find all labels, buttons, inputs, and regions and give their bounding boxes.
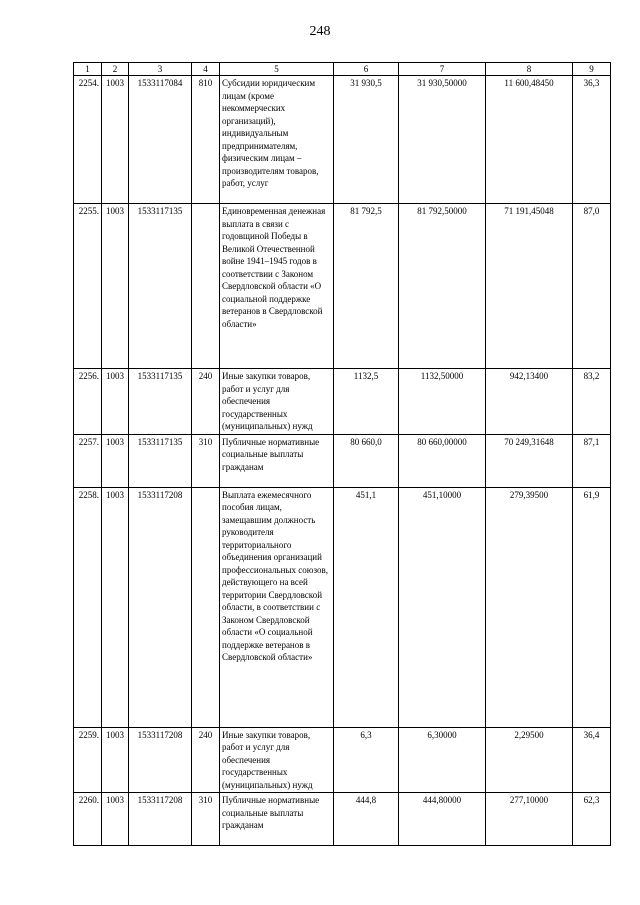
column-header-5: 5 <box>220 63 334 76</box>
row-number-cell: 2259. <box>74 727 102 793</box>
item-name-cell: Единовременная денежная выплата в связи с годовщиной Победы в Великой Отечественной войне 1941–1945 годов в соответствии с Законом Свердловской области «О социальной поддержке ветеранов в Свердловской области» <box>220 204 334 369</box>
expense-type-code-cell: 310 <box>192 434 220 487</box>
section-code-cell: 1003 <box>102 727 129 793</box>
column-header-8: 8 <box>486 63 573 76</box>
expense-type-code-cell: 310 <box>192 793 220 846</box>
header-row <box>74 63 611 76</box>
row-number-cell: 2257. <box>74 434 102 487</box>
expense-type-code-cell <box>192 204 220 369</box>
execution-percent-cell: 87,0 <box>573 204 611 369</box>
column-header-2: 2 <box>102 63 129 76</box>
executed-amount-cell: 11 600,48450 <box>486 76 573 204</box>
item-name-cell: Выплата ежемесячного пособия лицам, замещавшим должность руководителя территориального объединения организаций профессиональных союзов, действующего на всей территории Свердловской области, в соответствии с Законом Свердловской области «О социальной поддержке ветеранов в Свердловской области» <box>220 487 334 727</box>
expense-type-code-cell: 810 <box>192 76 220 204</box>
table-body <box>74 76 611 846</box>
target-article-code-cell: 1533117135 <box>129 434 192 487</box>
row-number-cell: 2260. <box>74 793 102 846</box>
execution-percent-cell: 61,9 <box>573 487 611 727</box>
planned-amount-cell: 31 930,5 <box>334 76 399 204</box>
planned-amount-precise-cell: 1132,50000 <box>399 369 486 435</box>
section-code-cell: 1003 <box>102 76 129 204</box>
expense-type-code-cell <box>192 487 220 727</box>
item-name-cell: Иные закупки товаров, работ и услуг для обеспечения государственных (муниципальных) нужд <box>220 369 334 435</box>
row-number-cell: 2255. <box>74 204 102 369</box>
table-row <box>74 793 611 846</box>
planned-amount-precise-cell: 80 660,00000 <box>399 434 486 487</box>
section-code-cell: 1003 <box>102 204 129 369</box>
section-code-cell: 1003 <box>102 434 129 487</box>
expense-type-code-cell: 240 <box>192 369 220 435</box>
table-row <box>74 204 611 369</box>
executed-amount-cell: 71 191,45048 <box>486 204 573 369</box>
target-article-code-cell: 1533117084 <box>129 76 192 204</box>
target-article-code-cell: 1533117208 <box>129 793 192 846</box>
item-name-cell: Публичные нормативные социальные выплаты гражданам <box>220 793 334 846</box>
executed-amount-cell: 70 249,31648 <box>486 434 573 487</box>
planned-amount-precise-cell: 31 930,50000 <box>399 76 486 204</box>
section-code-cell: 1003 <box>102 793 129 846</box>
execution-percent-cell: 62,3 <box>573 793 611 846</box>
expense-type-code-cell: 240 <box>192 727 220 793</box>
item-name-cell: Иные закупки товаров, работ и услуг для обеспечения государственных (муниципальных) нужд <box>220 727 334 793</box>
column-header-7: 7 <box>399 63 486 76</box>
executed-amount-cell: 277,10000 <box>486 793 573 846</box>
planned-amount-precise-cell: 81 792,50000 <box>399 204 486 369</box>
row-number-cell: 2258. <box>74 487 102 727</box>
planned-amount-precise-cell: 6,30000 <box>399 727 486 793</box>
planned-amount-precise-cell: 451,10000 <box>399 487 486 727</box>
table-row <box>74 727 611 793</box>
column-header-6: 6 <box>334 63 399 76</box>
target-article-code-cell: 1533117135 <box>129 369 192 435</box>
planned-amount-cell: 444,8 <box>334 793 399 846</box>
section-code-cell: 1003 <box>102 487 129 727</box>
column-header-1: 1 <box>74 63 102 76</box>
execution-percent-cell: 87,1 <box>573 434 611 487</box>
executed-amount-cell: 2,29500 <box>486 727 573 793</box>
executed-amount-cell: 942,13400 <box>486 369 573 435</box>
section-code-cell: 1003 <box>102 369 129 435</box>
target-article-code-cell: 1533117208 <box>129 727 192 793</box>
target-article-code-cell: 1533117135 <box>129 204 192 369</box>
row-number-cell: 2254. <box>74 76 102 204</box>
table-row <box>74 76 611 204</box>
planned-amount-cell: 81 792,5 <box>334 204 399 369</box>
column-header-9: 9 <box>573 63 611 76</box>
planned-amount-cell: 1132,5 <box>334 369 399 435</box>
planned-amount-cell: 451,1 <box>334 487 399 727</box>
row-number-cell: 2256. <box>74 369 102 435</box>
execution-percent-cell: 36,4 <box>573 727 611 793</box>
page-number: 248 <box>309 24 331 39</box>
item-name-cell: Субсидии юридическим лицам (кроме некоммерческих организаций), индивидуальным предпринимателям, физическим лицам – производителям товаров, работ, услуг <box>220 76 334 204</box>
table-row <box>74 434 611 487</box>
execution-percent-cell: 83,2 <box>573 369 611 435</box>
planned-amount-cell: 6,3 <box>334 727 399 793</box>
execution-percent-cell: 36,3 <box>573 76 611 204</box>
column-header-3: 3 <box>129 63 192 76</box>
item-name-cell: Публичные нормативные социальные выплаты гражданам <box>220 434 334 487</box>
planned-amount-cell: 80 660,0 <box>334 434 399 487</box>
target-article-code-cell: 1533117208 <box>129 487 192 727</box>
executed-amount-cell: 279,39500 <box>486 487 573 727</box>
column-header-4: 4 <box>192 63 220 76</box>
planned-amount-precise-cell: 444,80000 <box>399 793 486 846</box>
table-row <box>74 487 611 727</box>
budget-table <box>73 62 611 846</box>
table-row <box>74 369 611 435</box>
